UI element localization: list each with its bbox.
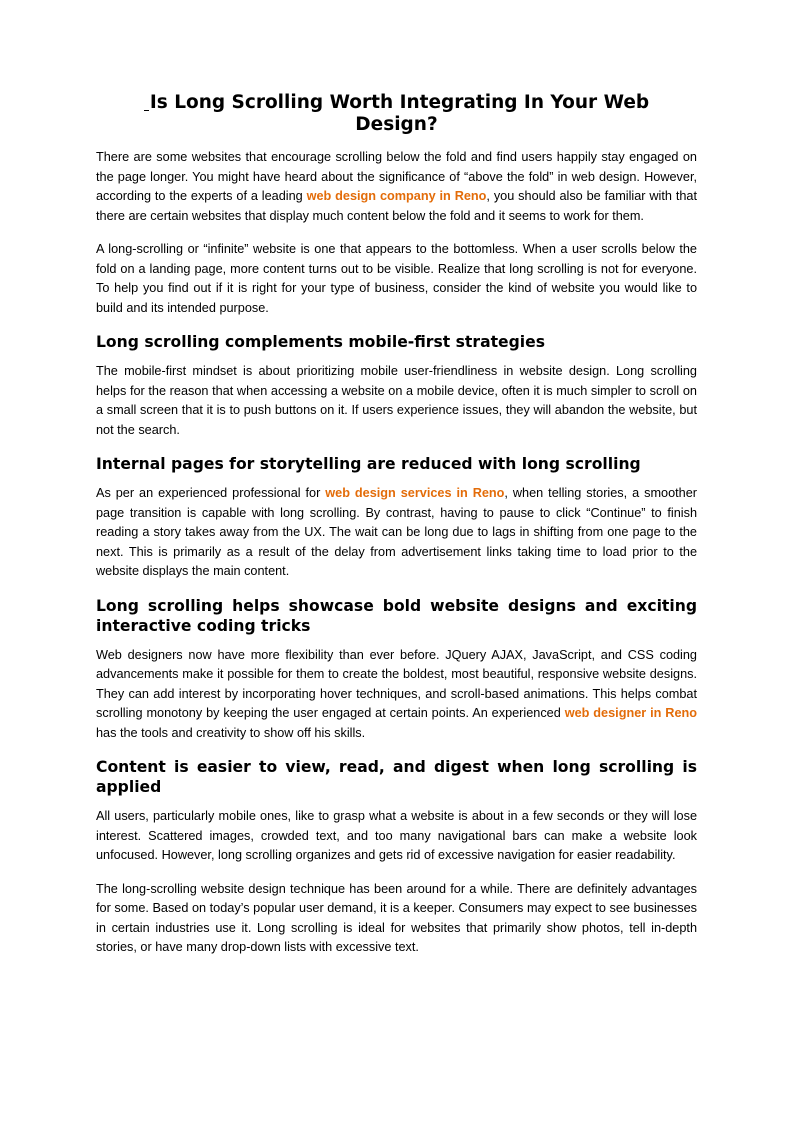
page-title-text: Is Long Scrolling Worth Integrating In Your Web Design? <box>149 92 650 135</box>
section-heading-mobile-first: Long scrolling complements mobile-first strategies <box>96 333 545 351</box>
storytelling-text-a: As per an experienced professional for <box>96 486 326 500</box>
link-web-design-services[interactable]: web design services in Reno <box>325 486 505 500</box>
link-web-design-company[interactable]: web design company in Reno <box>306 189 487 203</box>
link-web-designer[interactable]: web designer in Reno <box>564 706 697 720</box>
page-title <box>96 92 697 136</box>
section-bold-designs-paragraph <box>96 646 697 744</box>
storytelling-text-b: , when telling stories, a smoother page transition is capable with long scrolling. By contrast, having to pause to click “Continue” to finish reading a story takes away from the UX. The wait can be long due to lags in shifting from one page to the next. This is primarily as a result of the delay from advertisement links taking time to load prior to the website displays the main content. <box>96 486 697 578</box>
bold-designs-text-b: has the tools and creativity to show off his skills. <box>96 725 366 740</box>
section-mobile-first-paragraph: The mobile-first mindset is about prioritizing mobile user-friendliness in website design. Long scrolling helps for the reason that when accessing a website on a mobile device, often it is much simpler to scroll on a small screen that it is to push buttons on it. If users experience issues, they will abandon the website, but not the search. <box>96 364 697 437</box>
section-heading-easier-to-view: Content is easier to view, read, and digest when long scrolling is applied <box>96 758 697 796</box>
section-heading-storytelling: Internal pages for storytelling are reduced with long scrolling <box>96 455 641 473</box>
document-page <box>96 92 697 972</box>
section-easier-to-view-paragraph-1: All users, particularly mobile ones, like to grasp what a website is about in a few seconds or they will lose interest. Scattered images, crowded text, and too many navigational bars can make a website look unfocused. However, long scrolling organizes and gets rid of excessive navigation for easier readability. <box>96 809 697 862</box>
intro-p1-text-a: There are some websites that encourage scrolling below the fold and find users happily stay engaged on the page longer. You might have heard about the significance of “above the fold” in web design. However, according to the experts of a leading <box>96 150 697 203</box>
section-easier-to-view-paragraph-2: The long-scrolling website design technique has been around for a while. There are definitely advantages for some. Based on today’s popular user demand, it is a keeper. Consumers may expect to see businesses in certain industries use it. Long scrolling is ideal for websites that primarily show photos, tell in-depth stories, or have many drop-down lists with excessive text. <box>96 881 697 954</box>
section-storytelling-paragraph <box>96 484 697 582</box>
intro-paragraph-2: A long-scrolling or “infinite” website is one that appears to the bottomless. When a user scrolls below the fold on a landing page, more content turns out to be visible. Realize that long scrolling is not for everyone. To help you find out if it is right for your type of business, consider the kind of website you would like to build and its intended purpose. <box>96 242 697 315</box>
bold-designs-text-a: Web designers now have more flexibility than ever before. JQuery AJAX, JavaScript, and CSS coding advancements make it possible for them to create the boldest, most beautiful, responsive website designs. They can add interest by incorporating hover techniques, and scroll-based animations. This helps combat scrolling monotony by keeping the user engaged at certain points. An experienced <box>96 647 697 720</box>
section-heading-bold-designs: Long scrolling helps showcase bold website designs and exciting interactive coding tricks <box>96 596 697 635</box>
intro-paragraph-1 <box>96 148 697 226</box>
anchor-mark <box>144 109 149 111</box>
intro-p1-text-b: , you should also be familiar with that there are certain websites that display much content below the fold and it seems to work for them. <box>96 189 697 223</box>
